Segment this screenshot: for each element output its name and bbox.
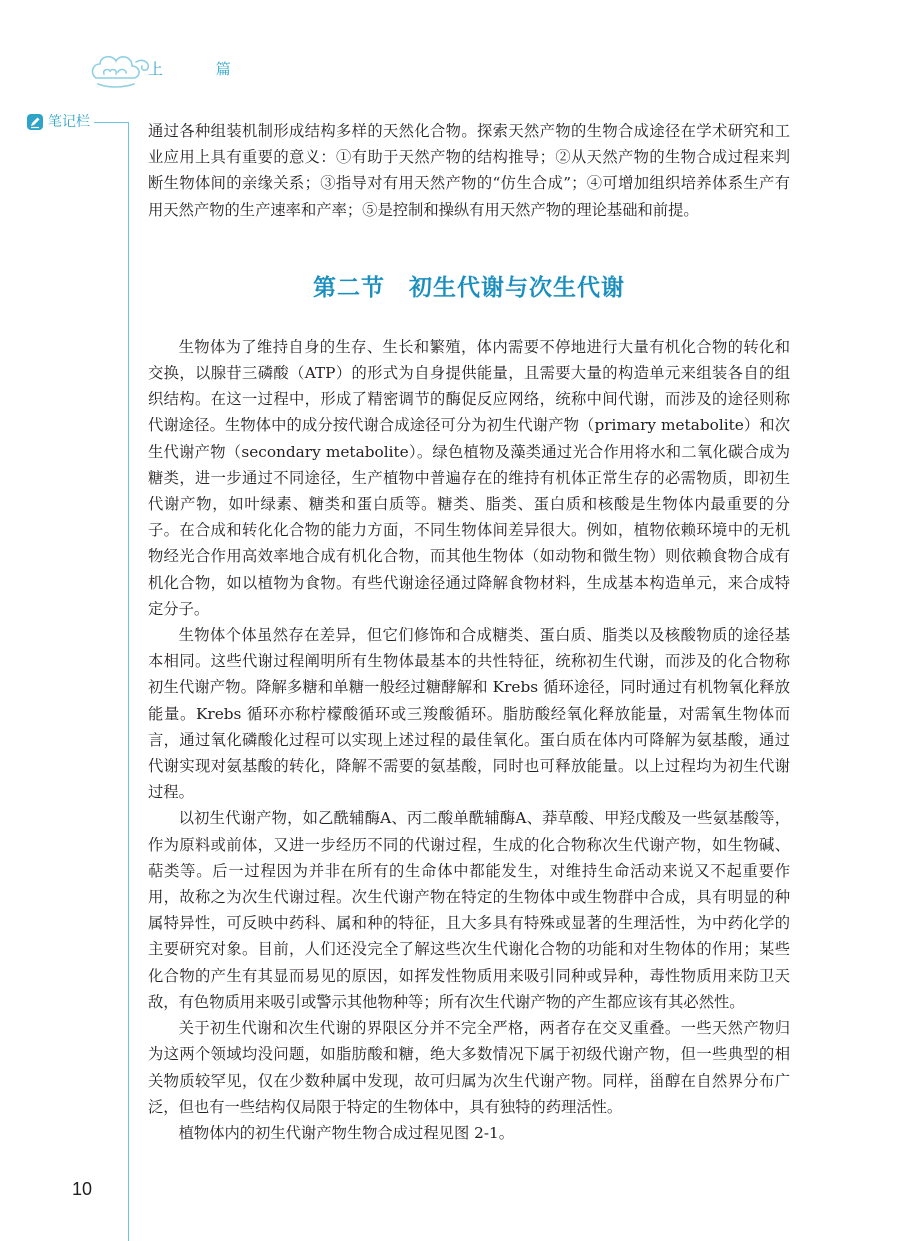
body-paragraph: 生物体为了维持自身的生存、生长和繁殖，体内需要不停地进行大量有机化合物的转化和交换，以腺苷三磷酸（ATP）的形式为自身提供能量，且需要大量的构造单元来组装各自的组织结构。在这一过程中，形成了精密调节的酶促反应网络，统称中间代谢，而涉及的途径则称代谢途径。生物体中的成分按代谢合成途径可分为初生代谢产物（primary metabolite）和次生代谢产物（secondary metabolite）。绿色植物及藻类通过光合作用将水和二氧化碳合成为糖类，进一步通过不同途径，生产植物中普遍存在的维持有机体正常生存的必需物质，即初生代谢产物，如叶绿素、糖类和蛋白质等。糖类、脂类、蛋白质和核酸是生物体内最重要的分子。在合成和转化化合物的能力方面，不同生物体间差异很大。例如，植物依赖环境中的无机物经光合作用高效率地合成有机化合物，而其他生物体（如动物和微生物）则依赖食物合成有机化合物，如以植物为食物。有些代谢途径通过降解食物材料，生成基本构造单元，来合成特定分子。 <box>148 337 790 618</box>
body-paragraph: 关于初生代谢和次生代谢的界限区分并不完全严格，两者存在交叉重叠。一些天然产物归为这两个领域均没问题，如脂肪酸和糖，绝大多数情况下属于初级代谢产物，但一些典型的相关物质较罕见，仅在少数种属中发现，故可归属为次生代谢产物。同样，甾醇在自然界分布广泛，但也有一些结构仅局限于特定的生物体中，具有独特的药理活性。 <box>148 1019 790 1116</box>
margin-rule-vertical <box>128 122 129 1241</box>
intro-paragraph: 通过各种组装机制形成结构多样的天然化合物。探索天然产物的生物合成途径在学术研究和工业应用上具有重要的意义：①有助于天然产物的结构推导；②从天然产物的生物合成过程来判断生物体间的亲缘关系；③指导对有用天然产物的“仿生合成”；④可增加组织培养体系生产有用天然产物的生产速率和产率；⑤是控制和操纵有用天然产物的理论基础和前提。 <box>148 122 790 219</box>
part-title: 上 篇 <box>148 60 255 78</box>
body-paragraph: 以初生代谢产物，如乙酰辅酶A、丙二酸单酰辅酶A、莽草酸、甲羟戊酸及一些氨基酸等，作为原料或前体，又进一步经历不同的代谢过程，生成的化合物称次生代谢产物，如生物碱、萜类等。后一过程因为并非在所有的生命体中都能发生，对维持生命活动来说又不起重要作用，故称之为次生代谢过程。次生代谢产物在特定的生物体中或生物群中合成，具有明显的种属特异性，可反映中药科、属和种的特征，且大多具有特殊或显著的生理活性，为中药化学的主要研究对象。目前，人们还没完全了解这些次生代谢化合物的功能和对生物体的作用；某些化合物的产生有其显而易见的原因，如挥发性物质用来吸引同种或异种，毒性物质用来防卫天敌，有色物质用来吸引或警示其他物种等；所有次生代谢产物的产生都应该有其必然性。 <box>148 809 790 1011</box>
margin-rule-horizontal <box>94 122 128 123</box>
section-title: 第二节 初生代谢与次生代谢 <box>313 274 625 301</box>
pencil-note-icon <box>26 113 44 131</box>
page-content <box>148 118 790 1146</box>
figure-reference-paragraph: 植物体内的初生代谢产物生物合成过程见图 2-1。 <box>178 1123 515 1142</box>
note-column-label: 笔记栏 <box>48 114 90 130</box>
body-paragraph: 生物体个体虽然存在差异，但它们修饰和合成糖类、蛋白质、脂类以及核酸物质的途径基本相同。这些代谢过程阐明所有生物体最基本的共性特征，统称初生代谢，而涉及的化合物称初生代谢产物。降解多糖和单糖一般经过糖酵解和 Krebs 循环途径，同时通过有机物氧化释放能量。Krebs 循环亦称柠檬酸循环或三羧酸循环。脂肪酸经氧化释放能量，对需氧生物体而言，通过氧化磷酸化过程可以实现上述过程的最佳氧化。蛋白质在体内可降解为氨基酸，通过代谢实现对氨基酸的转化，降解不需要的氨基酸，同时也可释放能量。以上过程均为初生代谢过程。 <box>148 626 790 802</box>
page-number: 10 <box>72 1179 93 1199</box>
